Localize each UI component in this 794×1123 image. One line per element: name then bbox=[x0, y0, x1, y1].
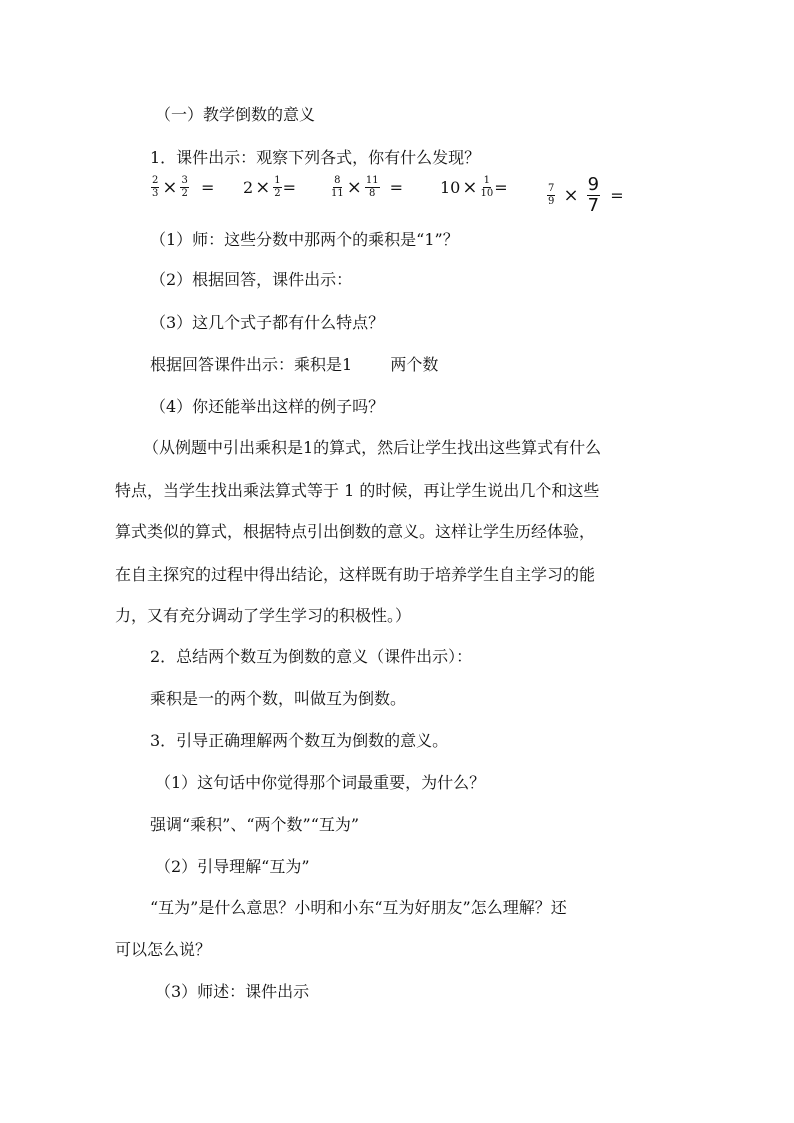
step-3-3: （3）师述：课件出示 bbox=[155, 982, 310, 1001]
question-3: （3）这几个式子都有什么特点？ bbox=[150, 313, 385, 332]
paragraph-line: 可以怎么说？ bbox=[115, 940, 212, 959]
definition: 乘积是一的两个数，叫做互为倒数。 bbox=[150, 689, 407, 708]
equals-sign: = bbox=[389, 178, 404, 197]
expression-5 bbox=[546, 175, 624, 215]
answer-line bbox=[150, 355, 438, 375]
answer-text-2: 两个数 bbox=[390, 355, 439, 374]
paragraph-line: 在自主探究的过程中得出结论，这样既有助于培养学生自主学习的能 bbox=[115, 565, 596, 584]
times-sign: × bbox=[462, 177, 478, 198]
whole-number: 10 bbox=[440, 178, 461, 197]
times-sign: × bbox=[162, 177, 178, 198]
equals-sign: = bbox=[282, 178, 297, 197]
times-sign: × bbox=[563, 185, 579, 206]
fraction: $\frac{11}{8}$ bbox=[365, 175, 379, 199]
paragraph-line: “互为”是什么意思？小明和小东“互为好朋友”怎么理解？还 bbox=[150, 898, 567, 917]
expression-2 bbox=[243, 175, 296, 215]
equals-sign: = bbox=[494, 178, 508, 197]
fraction: $\frac{3}{2}$ bbox=[181, 175, 188, 199]
times-sign: × bbox=[255, 177, 271, 198]
paragraph-line: 特点，当学生找出乘法算式等于 1 的时候，再让学生说出几个和这些 bbox=[115, 481, 600, 500]
section-heading: （一）教学倒数的意义 bbox=[155, 105, 316, 124]
fraction: $\frac{9}{7}$ bbox=[587, 174, 600, 216]
times-sign: × bbox=[346, 177, 362, 198]
answer-text: 根据回答课件出示：乘积是1 bbox=[150, 355, 353, 374]
fraction: $\frac{1}{2}$ bbox=[274, 175, 281, 199]
step-3: 3．引导正确理解两个数互为倒数的意义。 bbox=[150, 731, 449, 750]
paragraph-line: （从例题中引出乘积是1的算式，然后让学生找出这些算式有什么 bbox=[143, 438, 602, 457]
step-3-1: （1）这句话中你觉得那个词最重要，为什么？ bbox=[155, 773, 486, 792]
equals-sign: = bbox=[200, 178, 215, 197]
expression-4 bbox=[440, 175, 508, 215]
equals-sign: = bbox=[610, 186, 624, 205]
step-1: 1．课件出示：观察下列各式，你有什么发现？ bbox=[150, 148, 481, 167]
whole-number: 2 bbox=[243, 178, 254, 197]
expression-1 bbox=[150, 175, 214, 215]
fraction: $\frac{2}{3}$ bbox=[152, 175, 159, 199]
question-4: （4）你还能举出这样的例子吗？ bbox=[150, 397, 385, 416]
step-2: 2．总结两个数互为倒数的意义（课件出示）： bbox=[150, 647, 473, 666]
paragraph-line: 算式类似的算式，根据特点引出倒数的意义。这样让学生历经体验， bbox=[115, 522, 596, 541]
question-1: （1）师：这些分数中那两个的乘积是“1”？ bbox=[150, 230, 459, 249]
question-2: （2）根据回答，课件出示： bbox=[150, 270, 353, 289]
fraction: $\frac{7}{9}$ bbox=[548, 183, 555, 207]
step-3-2: （2）引导理解“互为” bbox=[155, 857, 310, 876]
fraction: $\frac{1}{10}$ bbox=[480, 175, 494, 199]
emphasis-line: 强调“乘积”、“两个数”“互为” bbox=[150, 815, 360, 834]
fraction: $\frac{8}{11}$ bbox=[331, 175, 344, 199]
paragraph-line: 力，又有充分调动了学生学习的积极性。） bbox=[115, 606, 412, 625]
expression-3 bbox=[330, 175, 403, 215]
